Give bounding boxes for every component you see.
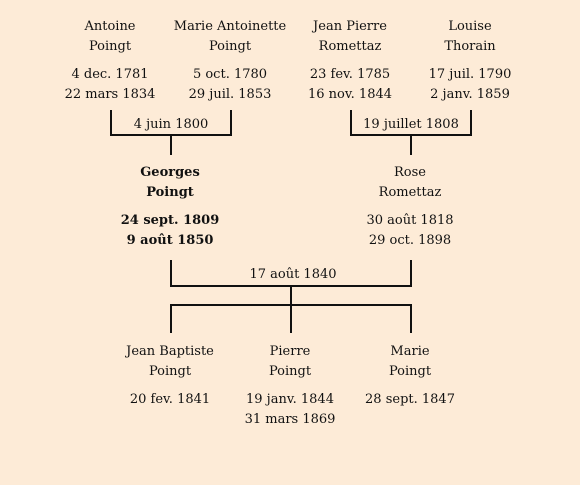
first-name: Rose [394, 165, 426, 180]
last-name: Poingt [208, 39, 252, 54]
birth-date: 23 fev. 1785 [309, 67, 391, 82]
last-name: Romettaz [378, 185, 442, 200]
birth-date: 5 oct. 1780 [192, 67, 268, 82]
first-name: Jean Pierre [313, 19, 387, 34]
last-name: Poingt [148, 364, 192, 379]
birth-date: 4 dec. 1781 [71, 67, 149, 82]
first-name: Antoine [84, 19, 136, 34]
person-marie-poingt [340, 342, 480, 410]
parents-marriage-date: 17 août 1840 [241, 266, 345, 284]
children-connector [171, 305, 411, 333]
birth-date: 30 août 1818 [366, 213, 454, 228]
birth-date: 17 juil. 1790 [428, 67, 512, 82]
first-name: Georges [140, 165, 200, 180]
first-name: Marie [390, 344, 430, 359]
maternal-marriage-date: 19 juillet 1808 [356, 116, 466, 134]
paternal-marriage-date: 4 juin 1800 [121, 116, 221, 134]
last-name: Poingt [388, 364, 432, 379]
birth-date: 28 sept. 1847 [365, 392, 455, 407]
birth-date: 19 janv. 1844 [246, 392, 334, 407]
first-name: Pierre [269, 344, 311, 359]
last-name: Romettaz [318, 39, 382, 54]
death-date: 29 oct. 1898 [368, 233, 452, 248]
person-pierre-poingt [220, 342, 360, 430]
death-date: 22 mars 1834 [64, 87, 156, 102]
person-jean-baptiste-poingt [100, 342, 240, 410]
person-jean-pierre-romettaz [280, 17, 420, 105]
person-antoine-poingt [40, 17, 180, 105]
person-louise-thorain [400, 17, 540, 105]
birth-date: 24 sept. 1809 [120, 213, 220, 228]
death-date: 2 janv. 1859 [430, 87, 510, 102]
death-date: 16 nov. 1844 [307, 87, 393, 102]
death-date: 31 mars 1869 [244, 412, 336, 427]
last-name: Poingt [268, 364, 312, 379]
first-name: Louise [448, 19, 492, 34]
person-georges-poingt [100, 163, 240, 251]
last-name: Poingt [88, 39, 132, 54]
birth-date: 20 fev. 1841 [129, 392, 211, 407]
person-rose-romettaz [340, 163, 480, 251]
last-name: Thorain [444, 39, 496, 54]
death-date: 9 août 1850 [126, 233, 214, 248]
last-name: Poingt [146, 185, 194, 200]
death-date: 29 juil. 1853 [188, 87, 272, 102]
first-name: Marie Antoinette [173, 19, 287, 34]
person-marie-antoinette-poingt [160, 17, 300, 105]
first-name: Jean Baptiste [126, 344, 214, 359]
